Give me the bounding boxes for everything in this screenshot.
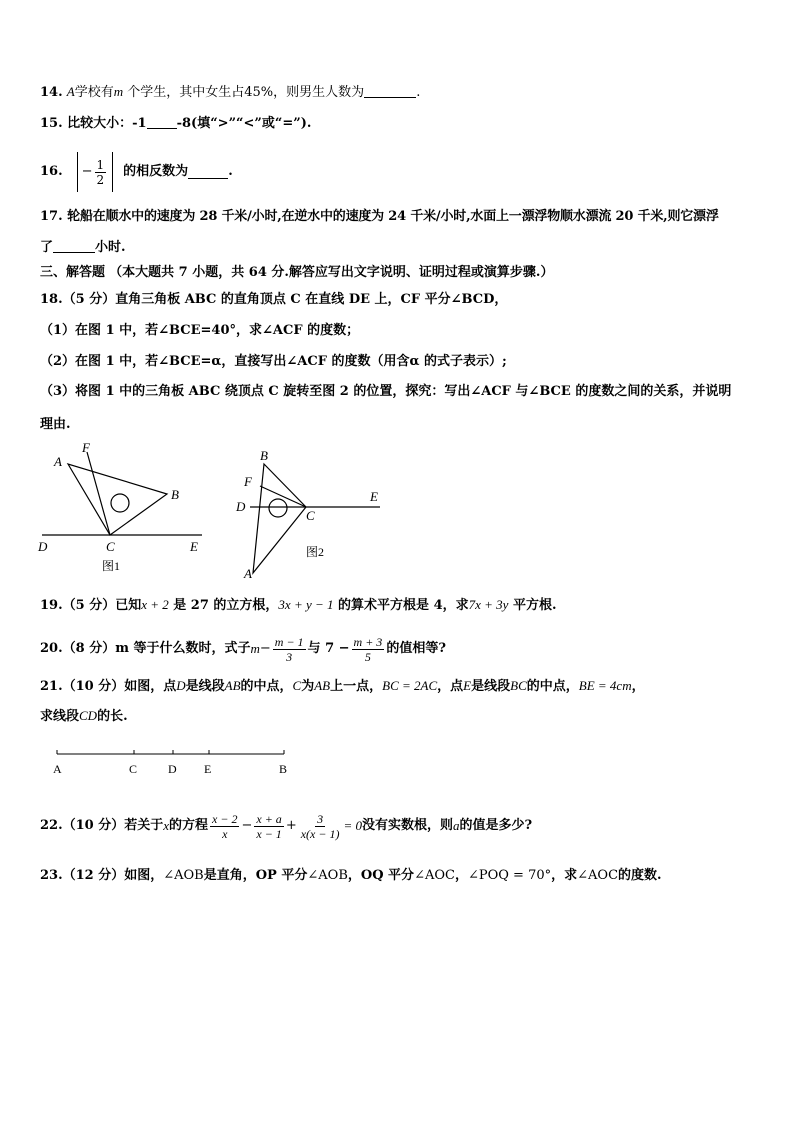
- fig2-label-C: C: [306, 508, 315, 523]
- q14-var-m: m: [113, 84, 124, 99]
- q23-text2: ，OQ 平分: [347, 868, 415, 883]
- fig1-label-A: A: [54, 454, 62, 469]
- q22-eq0: = 0: [343, 818, 362, 833]
- q22-minus: −: [241, 818, 253, 833]
- q23-angle4: ∠POQ = 70°: [467, 868, 552, 883]
- q21-CD: CD: [79, 708, 98, 723]
- q20-frac1-num: m − 1: [274, 634, 304, 649]
- q18-figure-2: [228, 440, 398, 585]
- question-14: [40, 83, 754, 102]
- q23-text3: ，: [454, 868, 468, 883]
- q16-frac-den: 2: [96, 172, 105, 187]
- q23-text1: 是直角，OP 平分: [203, 868, 308, 883]
- fig2-label-D: D: [236, 499, 246, 514]
- q20-frac2-num: m + 3: [353, 634, 383, 649]
- q21-AB2: AB: [314, 678, 331, 693]
- q23-text5: 的度数.: [618, 868, 662, 883]
- q14-text2: 个学生，其中女生占: [123, 85, 245, 100]
- q22-text2: 没有实数根，则: [362, 818, 454, 833]
- q19-text3: 平方根.: [508, 598, 557, 613]
- q17-text2a: 了: [40, 240, 54, 255]
- q23-angle1: ∠AOB: [163, 868, 204, 883]
- q21-t9: ，: [631, 679, 645, 694]
- q21-eq2: BE = 4cm: [578, 678, 632, 693]
- q22-f3-num: 3: [317, 811, 324, 826]
- q22-fraction-1: [210, 812, 239, 841]
- q23-angle2: ∠AOB: [307, 868, 348, 883]
- seg-label-C: C: [129, 762, 138, 776]
- q17-number: 17.: [40, 209, 63, 224]
- q18-head: 18.（5 分）直角三角板 ABC 的直角顶点 C 在直线 DE 上，CF 平分∠BCD，: [40, 292, 508, 307]
- seg-label-A: A: [53, 762, 62, 776]
- q22-fraction-3: [299, 812, 342, 841]
- q23-angle3: ∠AOC: [414, 868, 455, 883]
- q20-frac2-den: 5: [364, 649, 371, 664]
- question-16: [40, 150, 754, 194]
- question-19: [40, 596, 754, 615]
- fig2-label-A: A: [244, 566, 252, 581]
- q18-sub2: （2）在图 1 中，若∠BCE=α，直接写出∠ACF 的度数（用含α 的式子表示）;: [40, 354, 507, 369]
- question-17-line2: [40, 239, 754, 257]
- q17-text1: 轮船在顺水中的速度为 28 千米/小时,在逆水中的速度为 24 千米/小时,水面上一漂浮物顺水漂流 20 千米,则它漂浮: [67, 209, 719, 224]
- fig2-caption: 图2: [306, 545, 325, 559]
- q19-head: 19.（5 分）已知: [40, 598, 142, 613]
- fig2-triangle-ABC: [253, 464, 306, 573]
- q22-f2-num: x + a: [256, 811, 282, 826]
- q14-text1: 学校有: [74, 85, 114, 100]
- fig1-circle: [111, 494, 129, 512]
- q16-absolute-value: [77, 152, 114, 192]
- q20-fraction-2: [352, 635, 385, 664]
- q22-a: a: [453, 818, 460, 833]
- q22-f1-den: x: [222, 826, 228, 841]
- q18-sub1: （1）在图 1 中，若∠BCE=40°，求∠ACF 的度数；: [40, 323, 360, 338]
- q21-t11: 的长.: [97, 709, 128, 724]
- question-21-line2: [40, 707, 754, 726]
- q16-fraction: [95, 158, 107, 187]
- q14-answer-blank[interactable]: [364, 84, 416, 98]
- q20-head: 20.（8 分）m 等于什么数时，式子: [40, 641, 251, 656]
- fig2-label-E: E: [370, 489, 378, 504]
- question-21-line1: [40, 677, 754, 696]
- question-22: [40, 806, 754, 846]
- q22-head: 22.（10 分）若关于: [40, 818, 164, 833]
- q19-text1: 是 27 的立方根，: [168, 598, 279, 613]
- q16-end: .: [228, 164, 233, 179]
- q21-t10: 求线段: [40, 709, 80, 724]
- q23-text4: ，求: [551, 868, 578, 883]
- q19-expr2: 3x + y − 1: [278, 597, 334, 612]
- q14-text3: ，则男生人数为: [273, 85, 365, 100]
- fig2-circle: [269, 499, 287, 517]
- q22-f2-den: x − 1: [256, 826, 282, 841]
- fig2-label-F: F: [244, 474, 252, 489]
- q22-x: x: [163, 818, 170, 833]
- question-23: [40, 867, 754, 885]
- q21-t3: 的中点，: [240, 679, 293, 694]
- q21-C: C: [292, 678, 302, 693]
- q21-t8: 的中点，: [526, 679, 579, 694]
- q21-t4: 为: [301, 679, 315, 694]
- q16-text: 的相反数为: [123, 164, 189, 179]
- fig1-caption: 图1: [102, 559, 121, 573]
- q21-eq1: BC = 2AC: [382, 678, 438, 693]
- q19-expr1: x + 2: [141, 597, 169, 612]
- q22-f3-den: x(x − 1): [300, 826, 340, 841]
- q14-var-a: A: [66, 84, 75, 99]
- q21-t5: 上一点，: [330, 679, 383, 694]
- section-3-note: （本大题共 7 小题，共 64 分.解答应写出文字说明、证明过程或演算步骤.）: [109, 265, 554, 280]
- q15-number: 15.: [40, 116, 63, 131]
- seg-label-E: E: [204, 762, 212, 776]
- seg-label-B: B: [279, 762, 288, 776]
- q20-fraction-1: [273, 635, 306, 664]
- q20-minus: −: [259, 641, 271, 656]
- section-3-title: 三、解答题: [40, 265, 106, 280]
- fig1-label-E: E: [190, 539, 198, 554]
- q21-BC: BC: [510, 678, 527, 693]
- q15-answer-blank[interactable]: [147, 115, 177, 129]
- q21-E: E: [463, 678, 472, 693]
- fig1-label-B: B: [171, 487, 179, 502]
- q22-fraction-2: [254, 812, 283, 841]
- fig1-ray-CF: [87, 452, 110, 535]
- q15-text1: 比较大小：-1: [67, 116, 147, 131]
- q22-text3: 的值是多少?: [459, 818, 533, 833]
- q16-frac-num: 1: [96, 157, 105, 172]
- question-17-line1: [40, 208, 754, 226]
- question-15: [40, 115, 754, 133]
- fig2-ray-CF: [260, 486, 306, 507]
- q21-t7: 是线段: [471, 679, 511, 694]
- section-3-heading: [40, 264, 754, 282]
- fig1-triangle-ABC: [68, 464, 167, 535]
- fig1-label-C: C: [106, 539, 115, 554]
- q20-var-m: m: [250, 641, 260, 656]
- q21-D: D: [176, 678, 186, 693]
- q21-segment-figure: [40, 746, 300, 778]
- fig1-label-F: F: [82, 440, 90, 455]
- q22-text1: 的方程: [169, 818, 209, 833]
- q22-f1-num: x − 2: [212, 811, 238, 826]
- fig2-label-B: B: [260, 448, 268, 463]
- q22-plus: +: [285, 818, 297, 833]
- q21-t6: ，点: [437, 679, 464, 694]
- question-20: [40, 630, 754, 668]
- q14-percent: 45%: [244, 85, 274, 100]
- q18-sub3: （3）将图 1 中的三角板 ABC 绕顶点 C 旋转至图 2 的位置，探究：写出∠ACF 与∠BCE 的度数之间的关系，并说明: [40, 384, 732, 399]
- seg-label-D: D: [168, 762, 177, 776]
- q15-text2: -8(填“>”“<”或“=”).: [176, 116, 312, 131]
- q17-answer-blank[interactable]: [53, 239, 95, 253]
- q14-end: .: [416, 85, 421, 100]
- q18-sub3-cont: 理由.: [40, 417, 71, 432]
- q21-AB: AB: [224, 678, 241, 693]
- q20-tail: 的值相等?: [386, 641, 446, 656]
- q16-answer-blank[interactable]: [188, 165, 228, 179]
- q19-expr3: 7x + 3y: [468, 597, 509, 612]
- q16-minus: −: [81, 164, 93, 179]
- q18-figure-1: [30, 440, 210, 580]
- q16-number: 16.: [40, 164, 63, 179]
- q23-head: 23.（12 分）如图，: [40, 868, 164, 883]
- q21-t2: 是线段: [185, 679, 225, 694]
- q20-frac1-den: 3: [286, 649, 293, 664]
- fig1-label-D: D: [38, 539, 48, 554]
- q20-and: 与 7 −: [307, 641, 350, 656]
- q23-angle5: ∠AOC: [577, 868, 619, 883]
- q14-number: 14.: [40, 85, 63, 100]
- q19-text2: 的算术平方根是 4，求: [333, 598, 469, 613]
- q21-t1: 21.（10 分）如图，点: [40, 679, 177, 694]
- q17-text2b: 小时.: [95, 240, 126, 255]
